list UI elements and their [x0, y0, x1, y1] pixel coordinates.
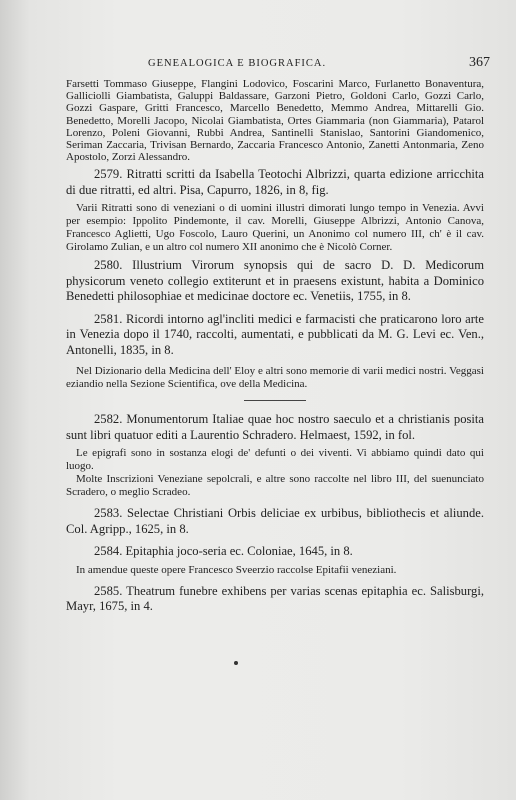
- note-2582-b: Molte Inscrizioni Veneziane sepolcrali, e altre sono raccolte nel libro III, del suenunciato Scradero, o meglio Scradeo.: [66, 473, 484, 499]
- entry-2582: 2582. Monumentorum Italiae quae hoc nostro saeculo et a christianis posita sunt libri quatuor editi a Laurentio Schradero. Helmaest, 1592, in fol.: [66, 412, 484, 442]
- note-2584: In amendue queste opere Francesco Sveerzio raccolse Epitafii veneziani.: [76, 563, 397, 576]
- ink-speck: [234, 661, 238, 665]
- entry-2580: 2580. Illustrium Virorum synopsis qui de sacro D. D. Medicorum physicorum veneto collegio extiterunt et in praesens existunt, habita a Dominico Benedetti philosophiae et medicinae doctore ec. Venetiis, 1755, in 8.: [66, 258, 484, 304]
- entry-2585: 2585. Theatrum funebre exhibens per varias scenas epitaphia ec. Salisburgi, Mayr, 1675, in 4.: [66, 583, 484, 614]
- note-2581: Nel Dizionario della Medicina dell' Eloy e altri sono memorie di varii medici nostri. Veggasi eziandio nella Sezione Scientifica, ove della Medicina.: [66, 365, 484, 391]
- entry-2581: 2581. Ricordi intorno agl'incliti medici e farmacisti che praticarono loro arte in Venezia dopo il 1740, raccolti, aumentati, e pubblicati da M. G. Levi ec. Ven., Antonelli, 1835, in 8.: [66, 311, 484, 357]
- section-divider: [244, 400, 306, 401]
- name-list-paragraph: Farsetti Tommaso Giuseppe, Flangini Lodovico, Foscarini Marco, Furlanetto Bonaventura, Galliciolli Giambatista, Galuppi Baldassare, Garzoni Pietro, Goldoni Carlo, Gozzi Carlo, Gozzi Gaspare, Gritti Francesco, Marcello Benedetto, Memmo Andrea, Mittarelli Gio. Benedetto, Morelli Jacopo, Nicolai Giambatista, Ortes Giammaria (non Giammaria), Patarol Lorenzo, Poleni Giovanni, Rubbi Andrea, Santinelli Stanislao, Santorini Giandomenico, Seriman Zaccaria, Trivisan Bernardo, Zaccaria Francesco Antonio, Zanetti Antonmaria, Zeno Apostolo, Zorzi Alessandro.: [66, 78, 484, 164]
- running-title: GENEALOGICA E BIOGRAFICA.: [148, 58, 327, 69]
- entry-2579: 2579. Ritratti scritti da Isabella Teotochi Albrizzi, quarta edizione arricchita di due ritratti, ed altri. Pisa, Capurro, 1826, in 8, fig.: [66, 167, 484, 197]
- entry-2584: 2584. Epitaphia joco-seria ec. Coloniae, 1645, in 8.: [94, 544, 353, 559]
- running-head: [100, 56, 490, 72]
- note-2579: Varii Ritratti sono di veneziani o di uomini illustri dimorati lungo tempo in Venezia. Avvi per esempio: Ippolito Pindemonte, il cav. Morelli, Giuseppe Albrizzi, Antonio Canova, Francesco Aglietti, Ugo Foscolo, Lauro Querini, un Anonimo col numero III, ch' è il cav. Girolamo Zulian, e un altro col numero XII anonimo che è Nicolò Corner.: [66, 202, 484, 254]
- page-number: 367: [469, 55, 490, 70]
- entry-2583: 2583. Selectae Christiani Orbis deliciae ex urbibus, bibliothecis et aliunde. Col. Agripp., 1625, in 8.: [66, 506, 484, 536]
- body-text: [66, 78, 484, 615]
- note-2582-a: Le epigrafi sono in sostanza elogi de' defunti o dei viventi. Vi abbiamo quindi dato qui luogo.: [66, 447, 484, 473]
